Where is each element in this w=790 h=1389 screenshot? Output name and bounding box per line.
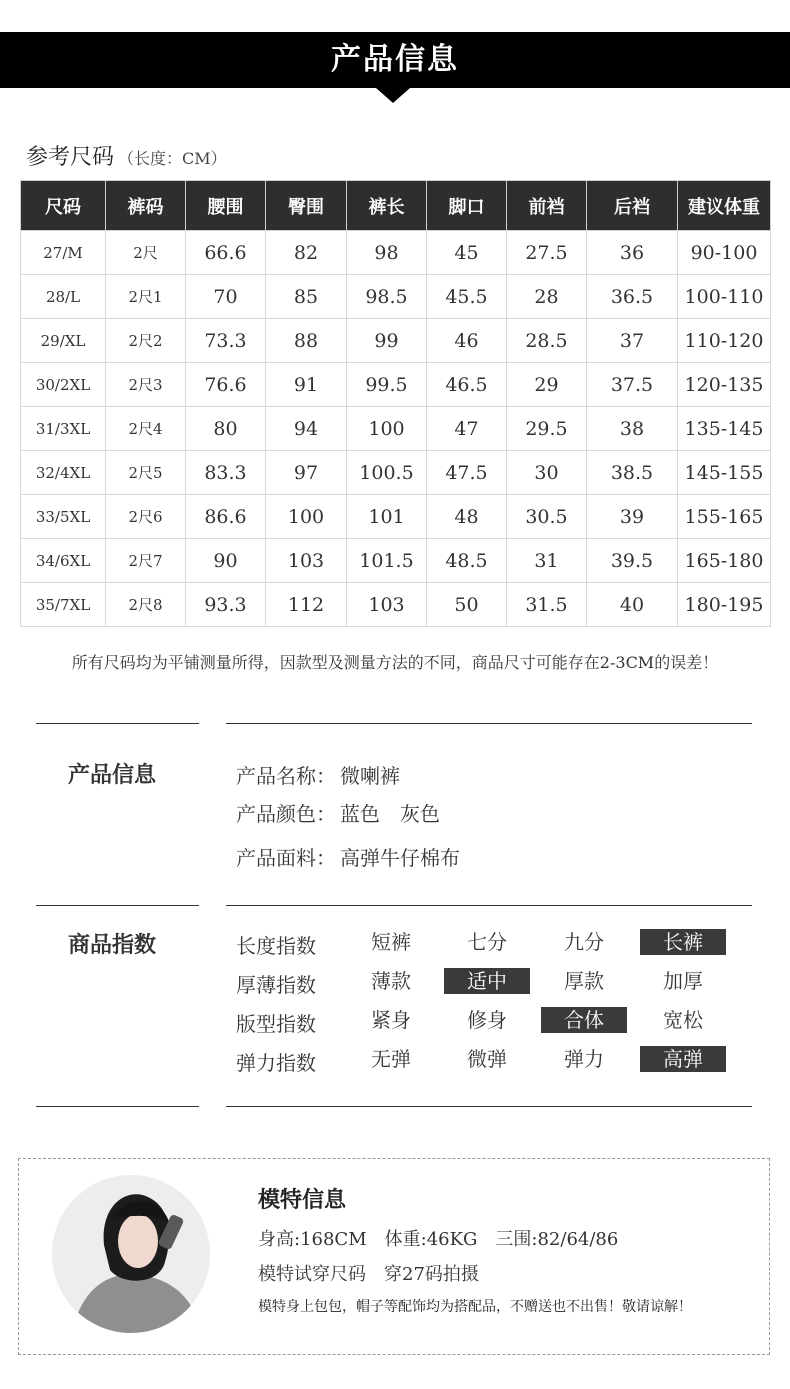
divider (226, 723, 752, 724)
model-note: 模特身上包包，帽子等配饰均为搭配品，不赠送也不出售！敬请谅解！ (258, 1299, 692, 1315)
table-cell: 36.5 (587, 275, 678, 319)
table-cell: 135-145 (678, 407, 771, 451)
product-name-value: 微喇裤 (340, 764, 400, 788)
table-cell: 110-120 (678, 319, 771, 363)
table-cell: 50 (427, 583, 507, 627)
product-name-row (236, 760, 400, 789)
divider (36, 1106, 199, 1107)
index-option: 微弹 (467, 1047, 507, 1071)
table-cell: 31/3XL (21, 407, 106, 451)
table-cell: 100 (266, 495, 347, 539)
table-cell: 98 (347, 231, 427, 275)
size-table-header-cell: 腰围 (186, 181, 266, 231)
table-cell: 91 (266, 363, 347, 407)
size-table-header-cell: 脚口 (427, 181, 507, 231)
size-note: 所有尺码均为平铺测量所得，因款型及测量方法的不同，商品尺寸可能存在2-3CM的误差！ (71, 653, 719, 672)
table-cell: 93.3 (186, 583, 266, 627)
table-cell: 99.5 (347, 363, 427, 407)
index-label: 厚薄指数 (236, 973, 316, 997)
table-cell: 145-155 (678, 451, 771, 495)
size-table-header-cell: 后裆 (587, 181, 678, 231)
table-cell: 76.6 (186, 363, 266, 407)
table-row (21, 363, 771, 407)
product-fabric-label: 产品面料： (236, 846, 336, 870)
table-cell: 112 (266, 583, 347, 627)
table-cell: 2尺2 (106, 319, 186, 363)
product-fabric-row (236, 842, 460, 871)
table-cell: 38 (587, 407, 678, 451)
index-option: 厚款 (564, 969, 604, 993)
index-option: 紧身 (371, 1008, 411, 1032)
product-color-value: 蓝色 灰色 (340, 802, 440, 826)
size-table-header-cell: 裤码 (106, 181, 186, 231)
table-cell: 165-180 (678, 539, 771, 583)
product-fabric-value: 高弹牛仔棉布 (340, 846, 460, 870)
table-cell: 94 (266, 407, 347, 451)
model-title: 模特信息 (258, 1187, 347, 1213)
table-cell: 2尺1 (106, 275, 186, 319)
table-cell: 31 (507, 539, 587, 583)
table-cell: 48 (427, 495, 507, 539)
index-option: 七分 (467, 930, 507, 954)
table-cell: 28 (507, 275, 587, 319)
index-option: 弹力 (564, 1047, 604, 1071)
table-cell: 46 (427, 319, 507, 363)
size-section-title (26, 140, 227, 171)
size-title: 参考尺码 (26, 145, 115, 170)
table-cell: 30 (507, 451, 587, 495)
table-cell: 37.5 (587, 363, 678, 407)
index-option: 加厚 (663, 969, 703, 993)
table-cell: 45 (427, 231, 507, 275)
model-fit: 模特试穿尺码 穿27码拍摄 (258, 1264, 479, 1285)
table-cell: 2尺6 (106, 495, 186, 539)
table-cell: 86.6 (186, 495, 266, 539)
size-table (20, 180, 771, 627)
table-cell: 101 (347, 495, 427, 539)
table-cell: 155-165 (678, 495, 771, 539)
table-cell: 2尺 (106, 231, 186, 275)
table-cell: 31.5 (507, 583, 587, 627)
table-cell: 99 (347, 319, 427, 363)
table-cell: 88 (266, 319, 347, 363)
table-cell: 29.5 (507, 407, 587, 451)
table-cell: 97 (266, 451, 347, 495)
index-option-selected: 合体 (541, 1007, 627, 1033)
divider (36, 905, 199, 906)
table-cell: 90-100 (678, 231, 771, 275)
index-option: 九分 (564, 930, 604, 954)
table-cell: 27/M (21, 231, 106, 275)
index-option: 无弹 (371, 1047, 411, 1071)
product-color-label: 产品颜色： (236, 802, 336, 826)
table-cell: 100.5 (347, 451, 427, 495)
table-cell: 120-135 (678, 363, 771, 407)
table-cell: 32/4XL (21, 451, 106, 495)
size-unit: （长度：CM） (118, 149, 227, 168)
table-cell: 85 (266, 275, 347, 319)
size-table-header-cell: 臀围 (266, 181, 347, 231)
table-cell: 83.3 (186, 451, 266, 495)
size-table-header-cell: 前裆 (507, 181, 587, 231)
product-color-row (236, 798, 440, 827)
table-row (21, 275, 771, 319)
table-cell: 2尺7 (106, 539, 186, 583)
table-cell: 39 (587, 495, 678, 539)
banner-arrow (376, 88, 410, 103)
index-option: 短裤 (371, 930, 411, 954)
table-cell: 36 (587, 231, 678, 275)
index-label: 长度指数 (236, 934, 316, 958)
table-cell: 30/2XL (21, 363, 106, 407)
divider (226, 1106, 752, 1107)
size-table-header-cell: 裤长 (347, 181, 427, 231)
table-cell: 100 (347, 407, 427, 451)
table-cell: 2尺5 (106, 451, 186, 495)
model-stats: 身高:168CM 体重:46KG 三围:82/64/86 (258, 1229, 619, 1250)
table-cell: 39.5 (587, 539, 678, 583)
table-cell: 37 (587, 319, 678, 363)
table-cell: 34/6XL (21, 539, 106, 583)
table-cell: 2尺4 (106, 407, 186, 451)
index-title: 商品指数 (68, 932, 157, 958)
table-row (21, 583, 771, 627)
table-row (21, 231, 771, 275)
divider (36, 723, 199, 724)
table-cell: 38.5 (587, 451, 678, 495)
table-row (21, 451, 771, 495)
table-cell: 27.5 (507, 231, 587, 275)
table-row (21, 495, 771, 539)
product-info-title: 产品信息 (68, 762, 157, 788)
table-row (21, 319, 771, 363)
model-avatar (52, 1175, 210, 1333)
table-cell: 28/L (21, 275, 106, 319)
index-label: 版型指数 (236, 1012, 316, 1036)
table-cell: 29 (507, 363, 587, 407)
index-option-selected: 高弹 (640, 1046, 726, 1072)
table-cell: 82 (266, 231, 347, 275)
table-cell: 2尺8 (106, 583, 186, 627)
table-cell: 103 (266, 539, 347, 583)
table-cell: 47 (427, 407, 507, 451)
index-label: 弹力指数 (236, 1051, 316, 1075)
table-cell: 45.5 (427, 275, 507, 319)
table-cell: 103 (347, 583, 427, 627)
index-option-selected: 长裤 (640, 929, 726, 955)
table-cell: 47.5 (427, 451, 507, 495)
table-cell: 73.3 (186, 319, 266, 363)
size-table-header-cell: 建议体重 (678, 181, 771, 231)
table-cell: 66.6 (186, 231, 266, 275)
banner (0, 32, 790, 88)
table-cell: 40 (587, 583, 678, 627)
table-cell: 30.5 (507, 495, 587, 539)
table-row (21, 407, 771, 451)
table-cell: 46.5 (427, 363, 507, 407)
table-cell: 33/5XL (21, 495, 106, 539)
table-cell: 48.5 (427, 539, 507, 583)
size-table-header (21, 181, 771, 231)
table-cell: 101.5 (347, 539, 427, 583)
table-cell: 90 (186, 539, 266, 583)
product-name-label: 产品名称： (236, 764, 336, 788)
table-cell: 70 (186, 275, 266, 319)
table-cell: 98.5 (347, 275, 427, 319)
index-option: 薄款 (371, 969, 411, 993)
index-option-selected: 适中 (444, 968, 530, 994)
size-table-body (21, 231, 771, 627)
table-cell: 180-195 (678, 583, 771, 627)
index-option: 修身 (467, 1008, 507, 1032)
table-cell: 100-110 (678, 275, 771, 319)
table-cell: 29/XL (21, 319, 106, 363)
table-cell: 80 (186, 407, 266, 451)
divider (226, 905, 752, 906)
table-cell: 35/7XL (21, 583, 106, 627)
table-cell: 28.5 (507, 319, 587, 363)
banner-title: 产品信息 (331, 42, 459, 77)
size-table-header-cell: 尺码 (21, 181, 106, 231)
table-row (21, 539, 771, 583)
index-option: 宽松 (663, 1008, 703, 1032)
table-cell: 2尺3 (106, 363, 186, 407)
